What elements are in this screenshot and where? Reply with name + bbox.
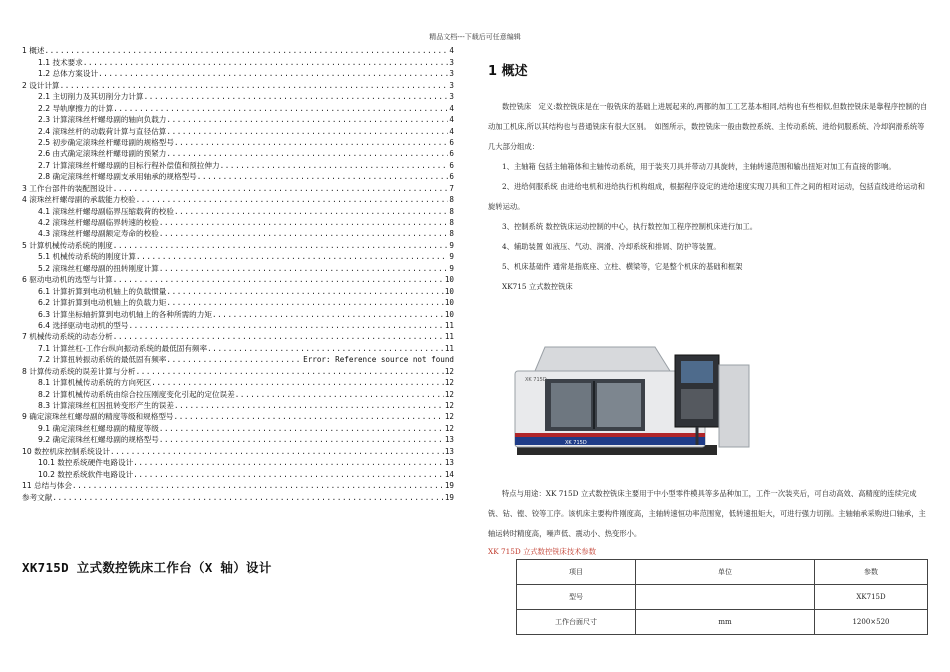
toc-entry-page: 19 — [444, 481, 454, 491]
toc-entry-title: 2.8 确定滚珠丝杆螺母副支承用轴承的规格型号 — [38, 172, 197, 182]
toc-entry-title: 6.2 计算折算到电动机轴上的负载力矩 — [38, 298, 167, 308]
toc-leader-dots — [113, 241, 449, 250]
toc-entry[interactable] — [22, 341, 454, 352]
toc-entry[interactable] — [22, 44, 454, 55]
toc-entry-page: 12 — [444, 423, 454, 433]
toc-entry-page: 8 — [449, 195, 454, 205]
toc-entry-title: 10.1 数控系统硬件电路设计 — [38, 458, 134, 468]
toc-entry-title: 1 概述 — [22, 46, 45, 56]
toc-leader-dots — [128, 321, 443, 330]
toc-entry-title: 1.1 技术要求 — [38, 57, 83, 67]
toc-entry-page: 12 — [444, 412, 454, 422]
toc-leader-dots — [166, 287, 443, 296]
toc-entry-error: Error: Reference source not found — [303, 355, 454, 365]
toc-entry-title: 4.2 滚珠丝杆螺母副临界转速的校验 — [38, 218, 159, 227]
toc-leader-dots — [166, 127, 448, 136]
toc-leader-dots — [220, 161, 449, 170]
toc-entry-page: 6 — [449, 137, 454, 147]
toc-leader-dots — [174, 207, 448, 216]
toc-entry-page: 19 — [444, 492, 454, 502]
toc-entry-page: 14 — [444, 469, 454, 479]
toc-entry[interactable] — [22, 170, 454, 181]
toc-entry[interactable] — [22, 147, 454, 158]
toc-leader-dots — [133, 458, 444, 467]
toc-entry[interactable] — [22, 158, 454, 169]
toc-entry[interactable] — [22, 330, 454, 341]
toc-leader-dots — [197, 172, 449, 181]
toc-entry-title: 4.1 滚珠丝杆螺母副临界压缩载荷的校验 — [38, 206, 174, 216]
toc-entry-page: 3 — [449, 69, 454, 79]
toc-entry[interactable] — [22, 353, 454, 364]
toc-leader-dots — [151, 378, 444, 387]
parameters-table — [516, 559, 928, 635]
intro-paragraph: 数控铣床 定义:数控铣床是在一般铣床的基础上进展起来的,两都的加工工艺基本相同,结构也有些相似,但数控铣床是靠程序控制的自动加工机床,所以其结构也与普通铣床有很大区别。 如图所示，数控铣床一般由数控系统、主传动系统、进给伺服系统、冷却润滑系统等几大部分组成： — [488, 102, 928, 151]
toc-entry[interactable] — [22, 90, 454, 101]
toc-entry-title: 5.2 滚珠丝杠螺母副的扭转刚度计算 — [38, 263, 159, 273]
toc-entry-title: 8 计算传动系统的误差计算与分析 — [22, 366, 136, 376]
list-item: 3、控制系统 数控铣床运动控制的中心，执行数控加工程序控制机床进行加工。 — [502, 222, 758, 231]
table-cell: 1200×520 — [815, 610, 928, 635]
toc-entry[interactable] — [22, 181, 454, 192]
cnc-machine-illustration — [505, 341, 755, 465]
toc-entry[interactable] — [22, 421, 454, 432]
toc-entry[interactable] — [22, 204, 454, 215]
toc-leader-dots — [159, 229, 449, 238]
toc-entry-page: 10 — [444, 309, 454, 319]
list-item: 1、主轴箱 包括主轴箱体和主轴传动系统，用于装夹刀具并带动刀具旋转，主轴转速范围和输出扭矩对加工有直接的影响。 — [502, 162, 896, 171]
toc-leader-dots — [110, 447, 444, 456]
toc-entry-title: 8.2 计算机械传动系统由综合拉压刚度变化引起的定位误差 — [38, 389, 235, 399]
toc-leader-dots — [136, 195, 449, 204]
toc-leader-dots — [174, 401, 444, 410]
toc-entry-page: 8 — [449, 206, 454, 216]
toc-entry-page: 10 — [444, 275, 454, 285]
toc-entry-page: 10 — [444, 298, 454, 308]
toc-entry[interactable] — [22, 136, 454, 147]
toc-entry[interactable] — [22, 216, 454, 227]
toc-entry[interactable] — [22, 307, 454, 318]
features-paragraph: 特点与用途：XK 715D 立式数控铣床主要用于中小型零件模具等多品种加工，工件一次装夹后，可自动高效、高精度的连续完成铣、钻、镗、铰等工序。该机床主要构件刚度高，主轴转速恒功率范围宽，低转速扭矩大，可进行强力切削。主轴轴承采购进口轴承，主轴运转时精度高，噪声低、震动小、热变形小。 — [488, 489, 926, 538]
toc-entry-page: 12 — [444, 389, 454, 399]
toc-entry-title: 6.3 计算坐标轴折算到电动机轴上的各种所需的力矩 — [38, 309, 212, 319]
toc-entry-title: 2.1 主切削力及其切削分力计算 — [38, 92, 144, 102]
toc-entry-page: 7 — [449, 183, 454, 193]
toc-entry[interactable] — [22, 273, 454, 284]
toc-leader-dots — [212, 310, 444, 319]
toc-leader-dots — [72, 481, 444, 490]
toc-entry-page: 4 — [449, 103, 454, 113]
toc-entry-page: 11 — [444, 343, 454, 353]
toc-entry-title: 4.3 滚珠丝杆螺母副额定寿命的校验 — [38, 229, 159, 239]
toc-entry-title: 2 设计计算 — [22, 80, 60, 90]
toc-entry[interactable] — [22, 387, 454, 398]
toc-entry-title: 参考文献 — [22, 492, 53, 502]
toc-leader-dots — [52, 493, 443, 502]
toc-entry-page: 11 — [444, 332, 454, 342]
toc-entry-page: 9 — [449, 252, 454, 262]
table-row — [517, 585, 928, 610]
toc-leader-dots — [159, 264, 449, 273]
table-row — [517, 610, 928, 635]
toc-leader-dots — [159, 218, 449, 227]
table-cell: XK715D — [815, 585, 928, 610]
toc-entry-title: 10 数控机床控制系统设计 — [22, 446, 111, 456]
list-item: 2、进给伺服系统 由进给电机和进给执行机构组成，根据程序设定的进给速度实现刀具和工件之间的相对运动，包括直线进给运动和旋转运动。 — [488, 182, 925, 211]
toc-leader-dots — [60, 81, 449, 90]
toc-entry[interactable] — [22, 250, 454, 261]
toc-leader-dots — [113, 275, 444, 284]
toc-leader-dots — [159, 435, 444, 444]
table-cell: 型号 — [517, 585, 636, 610]
toc-entry-page: 3 — [449, 80, 454, 90]
toc-entry-title: 8.3 计算滚珠丝杠因扭转变形产生的误差 — [38, 401, 174, 410]
toc-entry-title: 4 滚珠丝杆螺母副的承载能力校验 — [22, 195, 136, 205]
figure-caption: XK715 立式数控铣床 — [502, 282, 573, 291]
toc-entry[interactable] — [22, 410, 454, 421]
table-of-contents — [22, 44, 454, 502]
toc-entry-page: 9 — [449, 263, 454, 273]
toc-entry[interactable] — [22, 78, 454, 89]
toc-entry[interactable] — [22, 376, 454, 387]
toc-entry-page: 4 — [449, 126, 454, 136]
toc-entry-page: 9 — [449, 240, 454, 250]
toc-entry[interactable] — [22, 227, 454, 238]
toc-entry-title: 5 计算机械传动系统的刚度 — [22, 240, 113, 250]
toc-entry[interactable] — [22, 261, 454, 272]
toc-entry[interactable] — [22, 399, 454, 410]
toc-entry-page: 13 — [444, 458, 454, 468]
toc-entry-title: 5.1 机械传动系统的刚度计算 — [38, 252, 137, 262]
toc-leader-dots — [44, 46, 448, 55]
toc-entry-page: 11 — [444, 320, 454, 330]
toc-entry[interactable] — [22, 193, 454, 204]
toc-entry-page: 4 — [449, 46, 454, 56]
toc-leader-dots — [136, 367, 444, 376]
toc-entry-page: 10 — [444, 286, 454, 296]
toc-entry-title: 6 驱动电动机的选型与计算 — [22, 275, 113, 285]
toc-entry[interactable] — [22, 433, 454, 444]
toc-entry-title: 7 机械传动系统的动态分析 — [22, 332, 113, 342]
toc-entry[interactable] — [22, 101, 454, 112]
toc-leader-dots — [207, 344, 444, 353]
toc-leader-dots — [133, 470, 444, 479]
toc-entry-title: 7.1 计算丝杠-工作台纵向振动系统的最低固有频率 — [38, 343, 208, 353]
toc-entry-title: 2.4 滚珠丝杆的动载荷计算与直径估算 — [38, 126, 167, 136]
toc-entry-title: 10.2 数控系统软件电路设计 — [38, 469, 134, 479]
toc-entry-title: 2.2 导轨摩擦力的计算 — [38, 103, 114, 113]
toc-entry[interactable] — [22, 238, 454, 249]
toc-entry[interactable] — [22, 319, 454, 330]
section-heading: 1 概述 — [488, 64, 528, 79]
toc-entry-title: 2.6 由式确定滚珠丝杆螺母副的预紧力 — [38, 149, 167, 159]
toc-entry[interactable] — [22, 67, 454, 78]
toc-entry[interactable] — [22, 456, 454, 467]
toc-entry-page: 3 — [449, 92, 454, 102]
header-cell: 单位 — [636, 560, 815, 585]
toc-leader-dots — [166, 149, 448, 158]
toc-entry-page: 12 — [444, 378, 454, 388]
toc-entry[interactable] — [22, 490, 454, 501]
table-cell: mm — [636, 610, 815, 635]
toc-entry-title: 1.2 总体方案设计 — [38, 69, 99, 79]
toc-leader-dots — [235, 390, 444, 399]
toc-leader-dots — [113, 184, 449, 193]
toc-entry-title: 6.4 选择驱动电动机的型号 — [38, 320, 129, 330]
toc-leader-dots — [166, 115, 448, 124]
toc-entry-page: 13 — [444, 435, 454, 445]
table-cell: 工作台面尺寸 — [517, 610, 636, 635]
toc-entry[interactable] — [22, 467, 454, 478]
toc-leader-dots — [166, 355, 301, 364]
toc-entry-page: 3 — [449, 57, 454, 67]
toc-entry-page: 6 — [449, 172, 454, 182]
toc-leader-dots — [174, 412, 444, 421]
document-title: XK715D 立式数控铣床工作台（X 轴）设计 — [22, 560, 272, 575]
machine-label-text: XK 715D — [525, 377, 547, 383]
toc-entry[interactable] — [22, 364, 454, 375]
toc-leader-dots — [159, 424, 444, 433]
toc-entry-title: 2.3 计算滚珠丝杆螺母副的轴向负载力 — [38, 115, 167, 125]
toc-leader-dots — [166, 298, 443, 307]
toc-leader-dots — [174, 138, 448, 147]
toc-leader-dots — [98, 69, 448, 78]
list-item: 5、机床基础件 通常是指底座、立柱、横梁等，它是整个机床的基础和框架 — [502, 262, 743, 271]
toc-entry-page: 12 — [444, 366, 454, 376]
header-cell: 项目 — [517, 560, 636, 585]
table-cell — [636, 585, 815, 610]
table-header-row — [517, 560, 928, 585]
toc-entry-page: 8 — [449, 229, 454, 239]
toc-entry-title: 7.2 计算扭转振动系统的最低固有频率 — [38, 355, 167, 365]
toc-leader-dots — [83, 58, 449, 67]
toc-leader-dots — [113, 332, 444, 341]
toc-entry-title: 2.5 初步确定滚珠丝杆螺母副的规格型号 — [38, 137, 174, 147]
header-cell: 参数 — [815, 560, 928, 585]
toc-entry-title: 6.1 计算折算到电动机轴上的负载惯量 — [38, 286, 167, 296]
toc-entry-page: 13 — [444, 446, 454, 456]
toc-entry-title: 11 总结与体会 — [22, 481, 73, 491]
toc-entry[interactable] — [22, 113, 454, 124]
toc-entry-title: 9.2 确定滚珠丝杠螺母副的规格型号 — [38, 435, 159, 445]
toc-entry-page: 4 — [449, 115, 454, 125]
page-header: 精品文档---下载后可任意编辑 — [429, 33, 521, 41]
toc-entry-page: 6 — [449, 149, 454, 159]
toc-entry[interactable] — [22, 284, 454, 295]
toc-leader-dots — [136, 252, 448, 261]
toc-entry-page: 12 — [444, 401, 454, 410]
table-title: XK 715D 立式数控铣床技术参数 — [488, 547, 597, 556]
toc-leader-dots — [144, 92, 449, 101]
toc-entry[interactable] — [22, 479, 454, 490]
toc-entry[interactable] — [22, 124, 454, 135]
toc-entry[interactable] — [22, 55, 454, 66]
machine-brand-text: XK 715D — [565, 440, 587, 446]
toc-entry-page: 8 — [449, 218, 454, 227]
toc-entry-title: 9 确定滚珠丝杠螺母副的精度等级和规格型号 — [22, 412, 174, 422]
toc-entry-page: 6 — [449, 160, 454, 170]
toc-entry[interactable] — [22, 444, 454, 455]
toc-leader-dots — [113, 104, 448, 113]
list-item: 4、辅助装置 如液压、气动、润滑、冷却系统和排屑、防护等装置。 — [502, 242, 721, 251]
toc-entry-title: 2.7 计算滚珠丝杆螺母副的目标行程补偿值和预拉伸力 — [38, 160, 220, 170]
toc-entry[interactable] — [22, 296, 454, 307]
toc-entry-title: 3 工作台部件的装配图设计 — [22, 183, 113, 193]
overview-section — [488, 60, 928, 297]
toc-entry-title: 8.1 计算机械传动系统的方向死区 — [38, 378, 152, 388]
features-section — [488, 484, 928, 560]
toc-entry-title: 9.1 确定滚珠丝杠螺母副的精度等级 — [38, 423, 159, 433]
